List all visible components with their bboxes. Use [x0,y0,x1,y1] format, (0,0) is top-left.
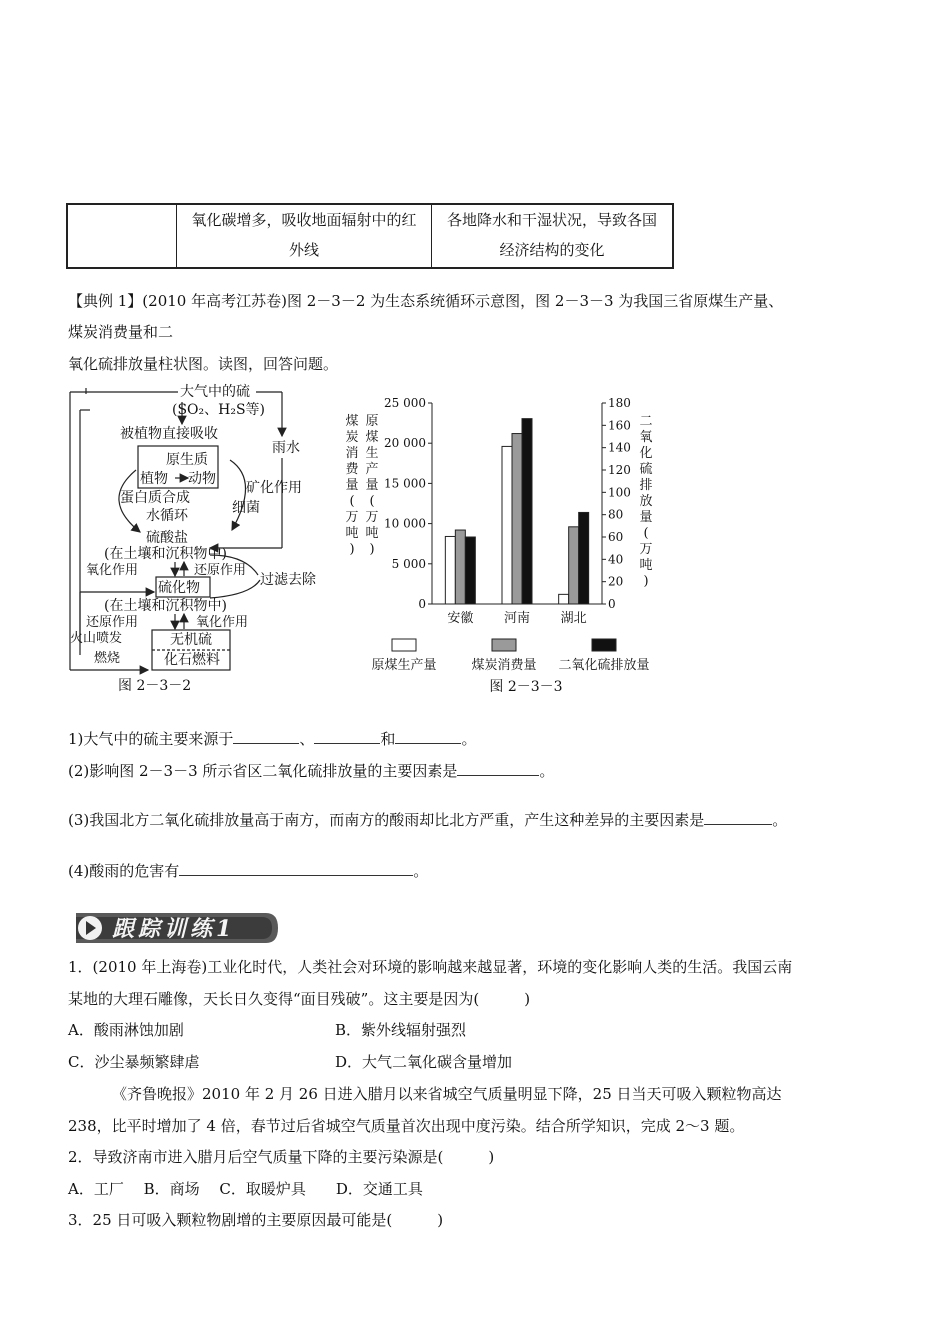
q1-line2: 某地的大理石雕像，天长日久变得“面目残破”。这主要是因为( ) [68,990,531,1008]
q3-stem: 3．25 日可吸入颗粒物剧增的主要原因最可能是( ) [68,1211,444,1229]
cycle-sulfate: 硫酸盐 [146,530,188,546]
cycle-bacteria: 细菌 [232,500,260,516]
right-axis-label: 吨 [639,558,653,573]
answer-blank-q1c[interactable] [395,729,461,744]
section-banner [70,909,282,947]
category-label: 河南 [503,611,531,626]
right-tick-label: 160 [608,418,631,433]
passage-line2: 238，比平时增加了 4 倍，春节过后省城空气质量首次出现中度污染。结合所学知识，完成 2～3 题。 [68,1117,745,1135]
left-axis-label-consumption: ) [349,542,355,557]
right-tick-label: 20 [608,574,624,589]
bar-0-1 [455,530,465,604]
legend-swatch-1 [492,639,516,651]
left-axis-label-consumption: 量 [345,478,359,493]
example-q1-sep2: 和 [380,730,396,748]
example-q1-end: 。 [461,730,477,748]
q1-line1: 1．(2010 年上海卷)工业化时代，人类社会对环境的影响越来越显著，环境的变化影响人类的生活。我国云南 [68,958,793,976]
cycle-volcano: 火山喷发 [70,631,123,646]
right-tick-label: 0 [608,597,616,611]
right-axis-label: 万 [639,542,653,557]
cycle-reduc1: 还原作用 [194,563,247,578]
cycle-caption: 图 2－3－2 [118,678,192,694]
bar-2-1 [569,527,579,604]
left-tick-label: 15 000 [384,476,426,491]
chart-caption: 图 2－3－3 [489,679,563,695]
example-q2-text: (2)影响图 2－3－3 所示省区二氧化硫排放量的主要因素是 [68,762,458,780]
example-q2 [68,760,554,781]
right-tick-label: 80 [608,507,624,522]
category-label: 湖北 [560,611,587,626]
cycle-soil2: (在土壤和沉积物中) [104,598,227,614]
cycle-proto: 原生质 [166,452,208,468]
continued-table [66,203,674,269]
cycle-reduc2: 还原作用 [86,615,139,630]
left-axis-label-consumption: 万 [345,510,359,525]
right-axis-label: 量 [639,510,653,525]
legend-swatch-2 [592,639,616,651]
right-tick-label: 60 [608,530,624,544]
right-tick-label: 140 [608,440,631,455]
cycle-inorganic: 无机硫 [170,632,212,648]
example-intro-line1: 【典例 1】(2010 年高考江苏卷)图 2－3－2 为生态系统循环示意图，图 2－3－3 为我国三省原煤生产量、 [68,292,784,310]
right-axis-label: ( [643,526,649,541]
left-tick-label: 25 000 [384,396,426,410]
bar-2-2 [579,512,589,604]
sulfur-cycle-diagram [60,380,360,700]
left-axis-label-consumption: 消 [345,446,359,461]
q2-stem: 2．导致济南市进入腊月后空气质量下降的主要污染源是( ) [68,1148,495,1166]
cycle-absorb: 被植物直接吸收 [120,426,218,442]
banner-title: 跟踪训练1 [112,916,236,942]
q2-options: A．工厂 B．商场 C．取暖炉具 D．交通工具 [68,1180,423,1198]
q1-option-d: D．大气二氧化碳含量增加 [335,1053,513,1071]
answer-blank-q4[interactable] [179,861,413,876]
left-tick-label: 0 [418,597,426,611]
left-tick-label: 5 000 [391,556,426,571]
example-q3 [68,809,787,830]
cycle-oxid2: 氧化作用 [196,615,249,630]
answer-blank-q1b[interactable] [314,729,380,744]
left-axis-label-production: 煤 [365,430,379,445]
legend-label-0: 原煤生产量 [371,658,437,673]
legend-label-2: 二氧化硫排放量 [558,658,650,673]
cycle-atm1: 大气中的硫 [180,384,250,400]
example-q1-text: 1)大气中的硫主要来源于 [68,730,234,748]
cycle-rain: 雨水 [272,440,300,456]
legend-label-1: 煤炭消费量 [471,658,537,673]
cycle-fossil: 化石燃料 [164,652,220,668]
cycle-protein: 蛋白质合成 [120,490,190,506]
example-q3-text: (3)我国北方二氧化硫排放量高于南方，而南方的酸雨却比北方严重，产生这种差异的主要因素是 [68,811,705,829]
q1-option-c: C．沙尘暴频繁肆虐 [68,1053,200,1071]
coal-sulfur-bar-chart [340,385,670,695]
cycle-plant: 植物 [140,471,168,487]
table-cell-impact [432,204,674,268]
left-tick-label: 10 000 [384,516,426,531]
left-axis-label-production: 万 [365,510,379,525]
cycle-sulfide: 硫化物 [158,580,200,596]
cycle-oxid1: 氧化作用 [86,563,139,578]
passage-line1: 《齐鲁晚报》2010 年 2 月 26 日进入腊月以来省城空气质量明显下降，25 日当天可吸入颗粒物高达 [112,1085,782,1103]
cycle-atm2: (SO₂、H₂S等) [172,402,266,418]
table-cell-effect [177,204,432,268]
example-q4-text: (4)酸雨的危害有 [68,862,180,880]
example-q1 [68,728,476,749]
left-axis-label-production: ( [369,494,375,509]
left-axis-label-production: ) [369,542,375,557]
left-axis-label-production: 原 [365,414,379,429]
table-cell-effect-line1: 氧化碳增多，吸收地面辐射中的红 [191,211,417,229]
cycle-soil1: (在土壤和沉积物中) [104,546,227,562]
bar-0-0 [445,536,455,604]
table-cell-effect-line2: 外线 [288,241,319,259]
left-axis-label-production: 吨 [365,526,379,541]
table-cell-impact-line1: 各地降水和干湿状况，导致各国 [446,211,657,229]
right-tick-label: 180 [608,396,631,410]
right-axis-label: 化 [639,446,653,461]
right-tick-label: 100 [608,485,631,500]
left-axis-label-consumption: ( [349,494,355,509]
answer-blank-q1a[interactable] [233,729,299,744]
cycle-mineral: 矿化作用 [246,480,302,496]
example-q4 [68,860,428,881]
bar-1-0 [502,446,512,604]
right-tick-label: 40 [608,552,624,567]
bar-1-1 [512,434,522,604]
example-q1-sep1: 、 [299,730,315,748]
right-tick-label: 120 [608,463,631,477]
table-cell-impact-line2: 经济结构的变化 [499,241,605,259]
left-axis-label-production: 生 [365,446,379,461]
cycle-filter: 过滤去除 [260,572,316,588]
cycle-animal: 动物 [188,471,216,487]
left-axis-label-consumption: 炭 [345,430,359,445]
left-axis-label-consumption: 煤 [345,414,359,429]
left-axis-label-consumption: 费 [345,462,359,477]
legend-swatch-0 [392,639,416,651]
cycle-water: 水循环 [146,508,188,524]
right-axis-label: 二 [639,414,653,429]
answer-blank-q2[interactable] [457,761,539,776]
bar-0-2 [465,537,475,604]
bar-2-0 [559,594,569,604]
left-tick-label: 20 000 [384,436,426,451]
right-axis-label: 氧 [639,430,653,445]
right-axis-label: 排 [639,478,653,493]
answer-blank-q3[interactable] [704,810,772,825]
q1-option-a: A．酸雨淋蚀加剧 [68,1021,184,1039]
example-q2-end: 。 [539,762,555,780]
table-cell-empty [67,204,177,268]
cycle-burn: 燃烧 [94,651,121,666]
example-intro-line2: 氧化硫排放量柱状图。读图，回答问题。 [68,355,339,373]
q1-option-b: B．紫外线辐射强烈 [335,1021,467,1039]
bar-1-2 [522,419,532,604]
example-q4-end: 。 [413,862,429,880]
example-intro-line1b: 煤炭消费量和二 [68,323,174,341]
example-q3-end: 。 [772,811,788,829]
right-axis-label: 放 [639,494,653,509]
category-label: 安徽 [447,611,474,626]
right-axis-label: 硫 [639,462,653,477]
right-axis-label: ) [643,574,649,589]
left-axis-label-production: 量 [365,478,379,493]
left-axis-label-consumption: 吨 [345,526,359,541]
left-axis-label-production: 产 [365,462,379,477]
